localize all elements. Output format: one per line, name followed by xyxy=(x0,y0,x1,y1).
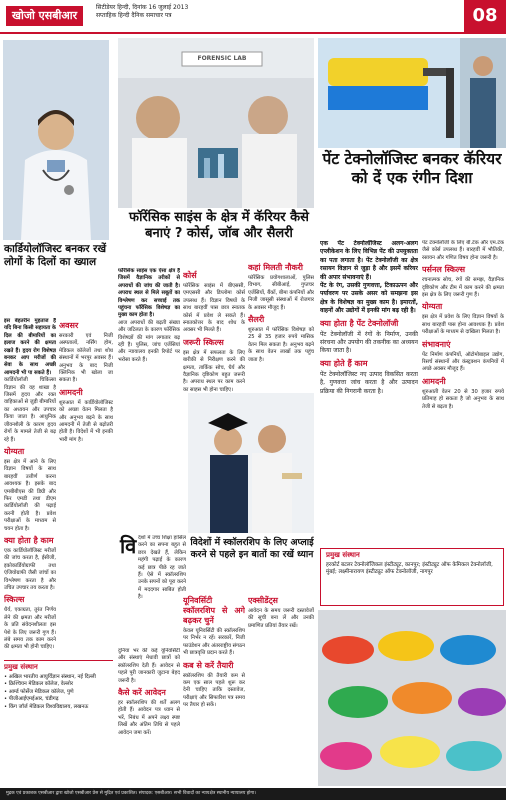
univ-heading: यूनिवर्सिटी स्कॉलरशिप से अगे बढ़कर चुनें xyxy=(183,596,245,625)
jarur-heading: एक्सीडेंट्स xyxy=(248,596,278,605)
forensic-col-1 xyxy=(118,268,180,534)
forensic-headline: फॉरेंसिक साइंस के क्षेत्र में कॅरियर कैसे बनाएं ? कोर्स, जॉब और सैलरी xyxy=(129,210,309,241)
kab-heading: कब से करें तैयारी xyxy=(183,660,234,670)
aamdani-heading: आमदनी xyxy=(59,387,83,397)
man-painting-photo xyxy=(460,38,506,148)
forensic-para-2: आज अपराधों की बढ़ती संख्या और जटिलता के कारण फॉरेंसिक विशेषज्ञों की मांग लगातार बढ़ रही है। पुलिस, जांच एजेंसियां और न्यायालय इनकी रिपोर्ट पर भरोसा करते हैं। xyxy=(118,319,180,363)
paint-col-2 xyxy=(422,240,504,540)
subline-text: सप्ताहिक हिन्दी दैनिक समाचार पत्र xyxy=(96,12,172,19)
page-footer: मुद्रक एवं प्रकाशक एसबीआर द्वारा खोजो एसबीआर प्रेस से मुद्रित एवं प्रकाशित। संपादक: एसबीआर। सभी विवादों का न्यायक्षेत्र स्थानीय न्यायालय होगा। xyxy=(0,788,506,800)
cardiology-para-5: सरकारी एवं निजी अस्पतालों, नर्सिंग होम, मेडिकल कॉलेजों तथा शोध संस्थानों में भरपूर अवसर हैं। अनुभव के बाद निजी क्लिनिक भी खोला जा सकता है। xyxy=(59,333,113,384)
doctor-photo xyxy=(3,40,109,240)
course-heading: कोर्स xyxy=(183,271,197,280)
paint-side-4: पेंट निर्माण कंपनियों, ऑटोमोबाइल उद्योग, रिसर्च संस्थानों और कंस्ट्रक्शन कंपनियों में अच्छे अवसर मौजूद हैं। xyxy=(422,351,504,373)
institutes-box xyxy=(4,660,113,784)
forensic-para-5: फॉरेंसिक प्रयोगशालाओं, पुलिस विभाग, सीबीआई, गुप्तचर एजेंसियों, बैंकों, बीमा कंपनियों और निजी जासूसी संस्थाओं में रोजगार के अवसर मौजूद हैं। xyxy=(248,275,314,311)
cardiology-para-6: शुरुआत में कार्डियोलॉजिस्ट को अच्छा वेतन मिलता है और अनुभव बढ़ने के साथ आमदनी में तेजी से बढ़ोतरी होती है। विदेशों में भी इनकी भारी मांग है। xyxy=(59,399,113,443)
page-header xyxy=(0,0,506,34)
paint-para-2: पेंट के रंग, उसकी गुणवत्ता, टिकाऊपन और पर्यावरण पर उसके असर को समझना इस क्षेत्र के विशेषज्ञ का मुख्य काम है। इमारतों, वाहनों और उद्योगों में इनकी मांग बढ़ रही है। xyxy=(320,282,418,315)
cardiology-para-7: धैर्य, एकाग्रता, तुरंत निर्णय लेने की क्षमता और मरीजों के प्रति संवेदनशीलता इस पेशे के लिए जरूरी गुण हैं। लंबे समय तक काम करने की क्षमता भी होनी चाहिए। xyxy=(4,607,56,651)
forensic-para-4: इस क्षेत्र में सफलता के लिए बारीकी से निरीक्षण करने की क्षमता, तार्किक सोच, धैर्य और वैज्ञानिक दृष्टिकोण बहुत जरूरी है। अपराध स्थल पर काम करने का साहस भी होना चाहिए। xyxy=(183,349,245,393)
forensic-lab-photo xyxy=(118,38,314,208)
skills-heading-2: जरूरी स्किल्स xyxy=(183,337,224,347)
aamdani-paint-heading: आमदनी xyxy=(422,376,446,386)
scholarship-para-3: स्कॉलरशिप की तैयारी कम से कम एक साल पहले शुरू कर देनी चाहिए ताकि दस्तावेज, परीक्षाएं और सिफारिश पत्र समय पर तैयार हो सकें। xyxy=(183,672,245,709)
scholarship-col-2 xyxy=(183,593,245,784)
paint-cans-photo xyxy=(318,610,506,786)
paint-box-title: प्रमुख संस्थान xyxy=(326,551,360,559)
skills-heading: स्किल्स xyxy=(4,595,25,605)
yogyata-paint-heading: योग्यता xyxy=(422,302,443,312)
paint-intro: एक पेंट टेक्नोलॉजिस्ट अलग-अलग एप्लीकेशन के लिए विभिन्न पेंट की उपयुक्तता का पता लगाता है। पेंट टेक्नोलॉजी का क्षेत्र रसायन विज्ञान से जुड़ा है और इसमें करियर की अपार संभावनाएं हैं। xyxy=(320,240,418,281)
paint-box-text: हरकोर्ट बटलर टेक्नोलॉजिकल इंस्टीट्यूट, कानपुर; इंस्टीट्यूट ऑफ केमिकल टेक्नोलॉजी, मुंबई; लक्ष्मीनारायण इंस्टीट्यूट ऑफ टेक्नोलॉजी, नागपुर xyxy=(326,561,493,576)
institute-item: • अखिल भारतीय आयुर्विज्ञान संस्थान, नई दिल्ली xyxy=(4,673,96,680)
cardiology-para-3: इस क्षेत्र में आने के लिए विज्ञान विषयों के साथ बारहवीं उत्तीर्ण करना आवश्यक है। इसके बाद एमबीबीएस की डिग्री और फिर एमडी तथा डीएम कार्डियोलॉजी की पढ़ाई करनी होती है। प्रवेश परीक्षाओं के माध्यम से चयन होता है। xyxy=(4,458,56,532)
paint-para-4: पेंट टेक्नोलॉजिस्ट नए उत्पाद विकसित करता है, गुणवत्ता जांच करता है और उत्पादन प्रक्रिया की निगरानी करता है। xyxy=(320,370,418,395)
kahan-heading: कहां मिलती नौकरी xyxy=(248,263,303,272)
cardiology-para-2: कार्डियोलॉजी चिकित्सा विज्ञान की वह शाखा है जिसमें हृदय और रक्त वाहिकाओं से जुड़ी बीमारियों का अध्ययन और उपचार किया जाता है। आधुनिक जीवनशैली के कारण हृदय रोगों के मामले तेजी से बढ़ रहे हैं। xyxy=(4,377,56,443)
kaise-heading: कैसे करें आवेदन xyxy=(118,688,166,698)
personal-skills-heading: पर्सनल स्किल्स xyxy=(422,265,466,275)
institute-item: • किंग जॉर्ज मेडिकल विश्वविद्यालय, लखनऊ xyxy=(4,703,89,710)
date-text: सिटीडेयर हिन्दी, दिनांक 16 जुलाई 2013 xyxy=(96,4,189,11)
institute-item: • क्रिश्चियन मेडिकल कॉलेज, वेल्लोर xyxy=(4,681,73,688)
scholarship-para-4: हर स्कॉलरशिप की शर्तें अलग होती हैं। आवेदन पत्र ध्यान से भरें, निबंध में अपने लक्ष्य स्पष्ट लिखें और अंतिम तिथि से पहले आवेदन जमा करें। xyxy=(118,700,180,736)
paint-institutes-box xyxy=(320,548,504,606)
sambhavna-heading: संभावनाएं xyxy=(422,339,451,349)
cardiology-col-2 xyxy=(59,318,113,653)
institute-item: • आर्म्ड फोर्सेज मेडिकल कॉलेज, पुणे xyxy=(4,688,74,695)
paint-roller-photo xyxy=(318,38,460,148)
cardiology-intro: इस बेहतरीन मुहताज हैं यदि बिना किसी सहायता के दिल की बीमारियों का इलाज करने की क्षमता रखते हैं। हृदय रोग विशेषज्ञ बनकर आप मरीजों की सेवा के साथ अच्छी आमदनी भी पा सकते हैं। xyxy=(4,318,56,376)
page-number: 08 xyxy=(464,0,506,32)
paint-side-2: रचनात्मक सोच, रंगों की समझ, वैज्ञानिक दृष्टिकोण और टीम में काम करने की क्षमता इस क्षेत्र के लिए जरूरी गुण हैं। xyxy=(422,277,504,299)
paint-col-1 xyxy=(320,240,418,540)
cardiology-col-1 xyxy=(4,318,56,653)
paint-side-3: इस क्षेत्र में प्रवेश के लिए विज्ञान विषयों के साथ बारहवीं पास होना आवश्यक है। प्रवेश परीक्षाओं के माध्यम से दाखिला मिलता है। xyxy=(422,314,504,336)
masthead-logo: खोजो एसबीआर xyxy=(6,6,83,26)
scholarship-headline: विदेशों में स्कॉलरशिप के लिए अप्लाई करने से पहले इन बातों का रखें ध्यान xyxy=(190,537,314,560)
forensic-para-3: फॉरेंसिक साइंस में बीएससी, एमएससी और डिप्लोमा कोर्स उपलब्ध हैं। विज्ञान विषयों के साथ बारहवीं पास छात्र स्नातक कोर्स में प्रवेश ले सकते हैं। स्नातकोत्तर के बाद शोध के अवसर भी मिलते हैं। xyxy=(183,283,245,334)
dateline xyxy=(96,4,188,20)
institutes-box-title: प्रमुख संस्थान xyxy=(4,663,38,671)
yogyata-heading: योग्यता xyxy=(4,446,25,456)
scholarship-dropcap: वि xyxy=(120,534,137,558)
scholarship-intro: देशों में उच्च शिक्षा हासिल करने का सपना बहुत से छात्र देखते हैं, लेकिन महंगी पढ़ाई के कारण कई छात्र पीछे रह जाते हैं। ऐसे में स्कॉलरशिप उनके सपनों को पूरा करने में मददगार साबित होती है। xyxy=(138,535,186,601)
scholarship-para-2: केवल यूनिवर्सिटी की स्कॉलरशिप पर निर्भर न रहें। सरकारें, निजी फाउंडेशन और अंतरराष्ट्रीय संगठन भी छात्रवृत्ति प्रदान करते हैं। xyxy=(183,628,245,657)
paint-side-1: पेंट टेक्नोलॉजी के लिए बी.टेक और एम.टेक जैसे कोर्स उपलब्ध हैं। बारहवीं में भौतिकी, रसायन और गणित विषय होना जरूरी है। xyxy=(422,240,504,261)
kya-heading: क्या होता है काम xyxy=(4,535,54,545)
kya-paint-heading: क्या होता है पेंट टेक्नोलॉजी xyxy=(320,318,399,328)
cardiology-headline: कार्डियोलॉजिस्ट बनकर रखें लोगों के दिलों का ख्याल xyxy=(4,243,107,268)
kaam-heading: क्या होते हैं काम xyxy=(320,358,368,368)
salary-heading: सैलरी xyxy=(248,315,265,325)
paint-para-3: पेंट टेक्नोलॉजी में रंगों के निर्माण, उनकी संरचना और उपयोग की तकनीक का अध्ययन किया जाता है। xyxy=(320,330,418,355)
institute-item: • पीजीआईएमईआर, चंडीगढ़ xyxy=(4,696,59,703)
paint-side-5: शुरुआती वेतन 20 से 30 हजार रुपये प्रतिमाह हो सकता है जो अनुभव के साथ तेजी से बढ़ता है। xyxy=(422,388,504,410)
scholarship-para-5: आवेदन के समय जरूरी दस्तावेजों की सूची बना लें और उनकी प्रमाणित प्रतियां तैयार रखें। xyxy=(248,608,314,629)
forensic-para-6: शुरुआत में फॉरेंसिक विशेषज्ञ को 25 से 35 हजार रुपये मासिक वेतन मिल सकता है। अनुभव बढ़ने के साथ वेतन लाखों तक पहुंच जाता है। xyxy=(248,327,314,363)
forensic-lab-sign: FORENSIC LAB xyxy=(197,55,247,62)
paint-headline: पेंट टेक्नोलॉजिस्ट बनकर कॅरियर को दें एक रंगीन दिशा xyxy=(322,150,502,187)
forensic-intro: फॉरेंसिक साइंस एक ऐसा क्षेत्र है जिसमें वैज्ञानिक तरीकों से अपराधों की जांच की जाती है। अपराध स्थल से मिले सबूतों का विश्लेषण कर सच्चाई तक पहुंचना फॉरेंसिक विशेषज्ञ का मुख्य काम होता है। xyxy=(118,268,180,319)
scholarship-col-3 xyxy=(248,593,314,784)
scholarship-col-1 xyxy=(118,648,180,784)
avsar-heading: अवसर xyxy=(59,321,79,330)
scholarship-para-1: दुनिया भर की कई यूनिवर्सिटी और संस्थाएं मेधावी छात्रों को स्कॉलरशिप देती हैं। आवेदन से पहले पूरी जानकारी जुटाना बेहद जरूरी है। xyxy=(118,648,180,684)
graduates-photo xyxy=(188,393,314,533)
cardiology-para-4: एक कार्डियोलॉजिस्ट मरीजों की जांच करता है, ईसीजी, इकोकार्डियोग्राफी तथा एंजियोग्राफी जैसी जांचों का विश्लेषण करता है और उचित उपचार तय करता है। xyxy=(4,547,56,591)
